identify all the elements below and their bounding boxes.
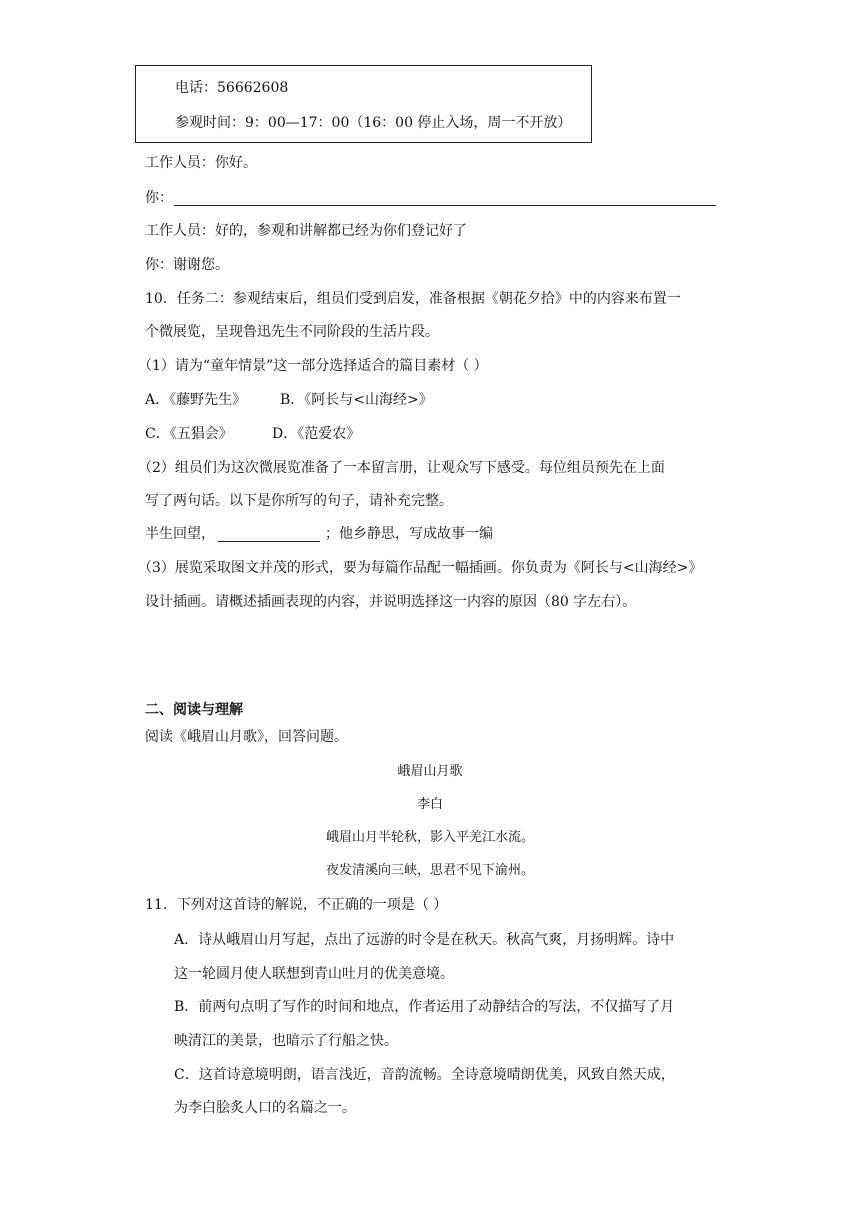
q10-option-d[interactable]: D．《范爱农》 — [272, 426, 361, 442]
q10-sub1: （1）请为“童年情景”这一部分选择适合的篇目素材（ ） — [138, 358, 488, 374]
answer-blank-line[interactable] — [174, 205, 716, 206]
q10-line1: 10．任务二：参观结束后，组员们受到启发，准备根据《朝花夕拾》中的内容来布置一 — [145, 291, 681, 307]
notice-phone: 电话：56662608 — [175, 80, 289, 96]
poem-author: 李白 — [416, 797, 443, 812]
q10-sub3-line1: （3）展览采取图文并茂的形式，要为每篇作品配一幅插画。你负责为《阿长与<山海经>》 — [138, 560, 703, 576]
q10-option-c[interactable]: C．《五猖会》 — [145, 426, 233, 442]
q10-option-b[interactable]: B．《阿长与<山海经>》 — [280, 392, 433, 408]
section-heading: 二、阅读与理解 — [145, 702, 243, 718]
poem-line-1: 峨眉山月半轮秋，影入平羌江水流。 — [325, 830, 534, 845]
poem-line-2: 夜发清溪向三峡，思君不见下渝州。 — [325, 863, 534, 878]
q11-stem: 11．下列对这首诗的解说，不正确的一项是（ ） — [145, 897, 448, 913]
fill-suffix: ；他乡静思，写成故事一编 — [325, 526, 493, 542]
fill-blank-line[interactable] — [218, 541, 320, 542]
q11-option-b-line2: 映清江的美景，也暗示了行船之快。 — [174, 1033, 398, 1049]
q10-option-a[interactable]: A．《藤野先生》 — [145, 392, 247, 408]
poem-title: 峨眉山月歌 — [397, 764, 463, 779]
dialog-staff-greeting: 工作人员：你好。 — [145, 155, 257, 171]
section-intro: 阅读《峨眉山月歌》，回答问题。 — [145, 729, 348, 745]
q11-option-c-line1[interactable]: C．这首诗意境明朗，语言浅近，音韵流畅。全诗意境晴朗优美，风致自然天成， — [174, 1067, 675, 1083]
dialog-staff-reply: 工作人员：好的，参观和讲解都已经为你们登记好了 — [145, 223, 467, 239]
q10-sub2-line2: 写了两句话。以下是你所写的句子，请补充完整。 — [145, 493, 453, 509]
fill-prefix: 半生回望， — [145, 526, 215, 542]
q11-option-c-line2: 为李白脍炙人口的名篇之一。 — [174, 1100, 356, 1116]
q11-option-a-line2: 这一轮圆月使人联想到青山吐月的优美意境。 — [174, 966, 454, 982]
dialog-you-label: 你： — [145, 190, 173, 206]
q11-option-a-line1[interactable]: A．诗从峨眉山月写起，点出了远游的时令是在秋天。秋高气爽，月扬明辉。诗中 — [174, 932, 675, 948]
q10-line2: 个微展览，呈现鲁迅先生不同阶段的生活片段。 — [145, 324, 439, 340]
notice-hours: 参观时间：9：00—17：00（16：00 停止入场，周一不开放） — [175, 115, 572, 131]
q10-sub3-line2: 设计插画。请概述插画表现的内容，并说明选择这一内容的原因（80 字左右）。 — [145, 594, 637, 610]
q10-sub2-line1: （2）组员们为这次微展览准备了一本留言册，让观众写下感受。每位组员预先在上面 — [138, 460, 665, 476]
q11-option-b-line1[interactable]: B．前两句点明了写作的时间和地点，作者运用了动静结合的写法，不仅描写了月 — [174, 999, 675, 1015]
dialog-you-thanks: 你：谢谢您。 — [145, 257, 229, 273]
